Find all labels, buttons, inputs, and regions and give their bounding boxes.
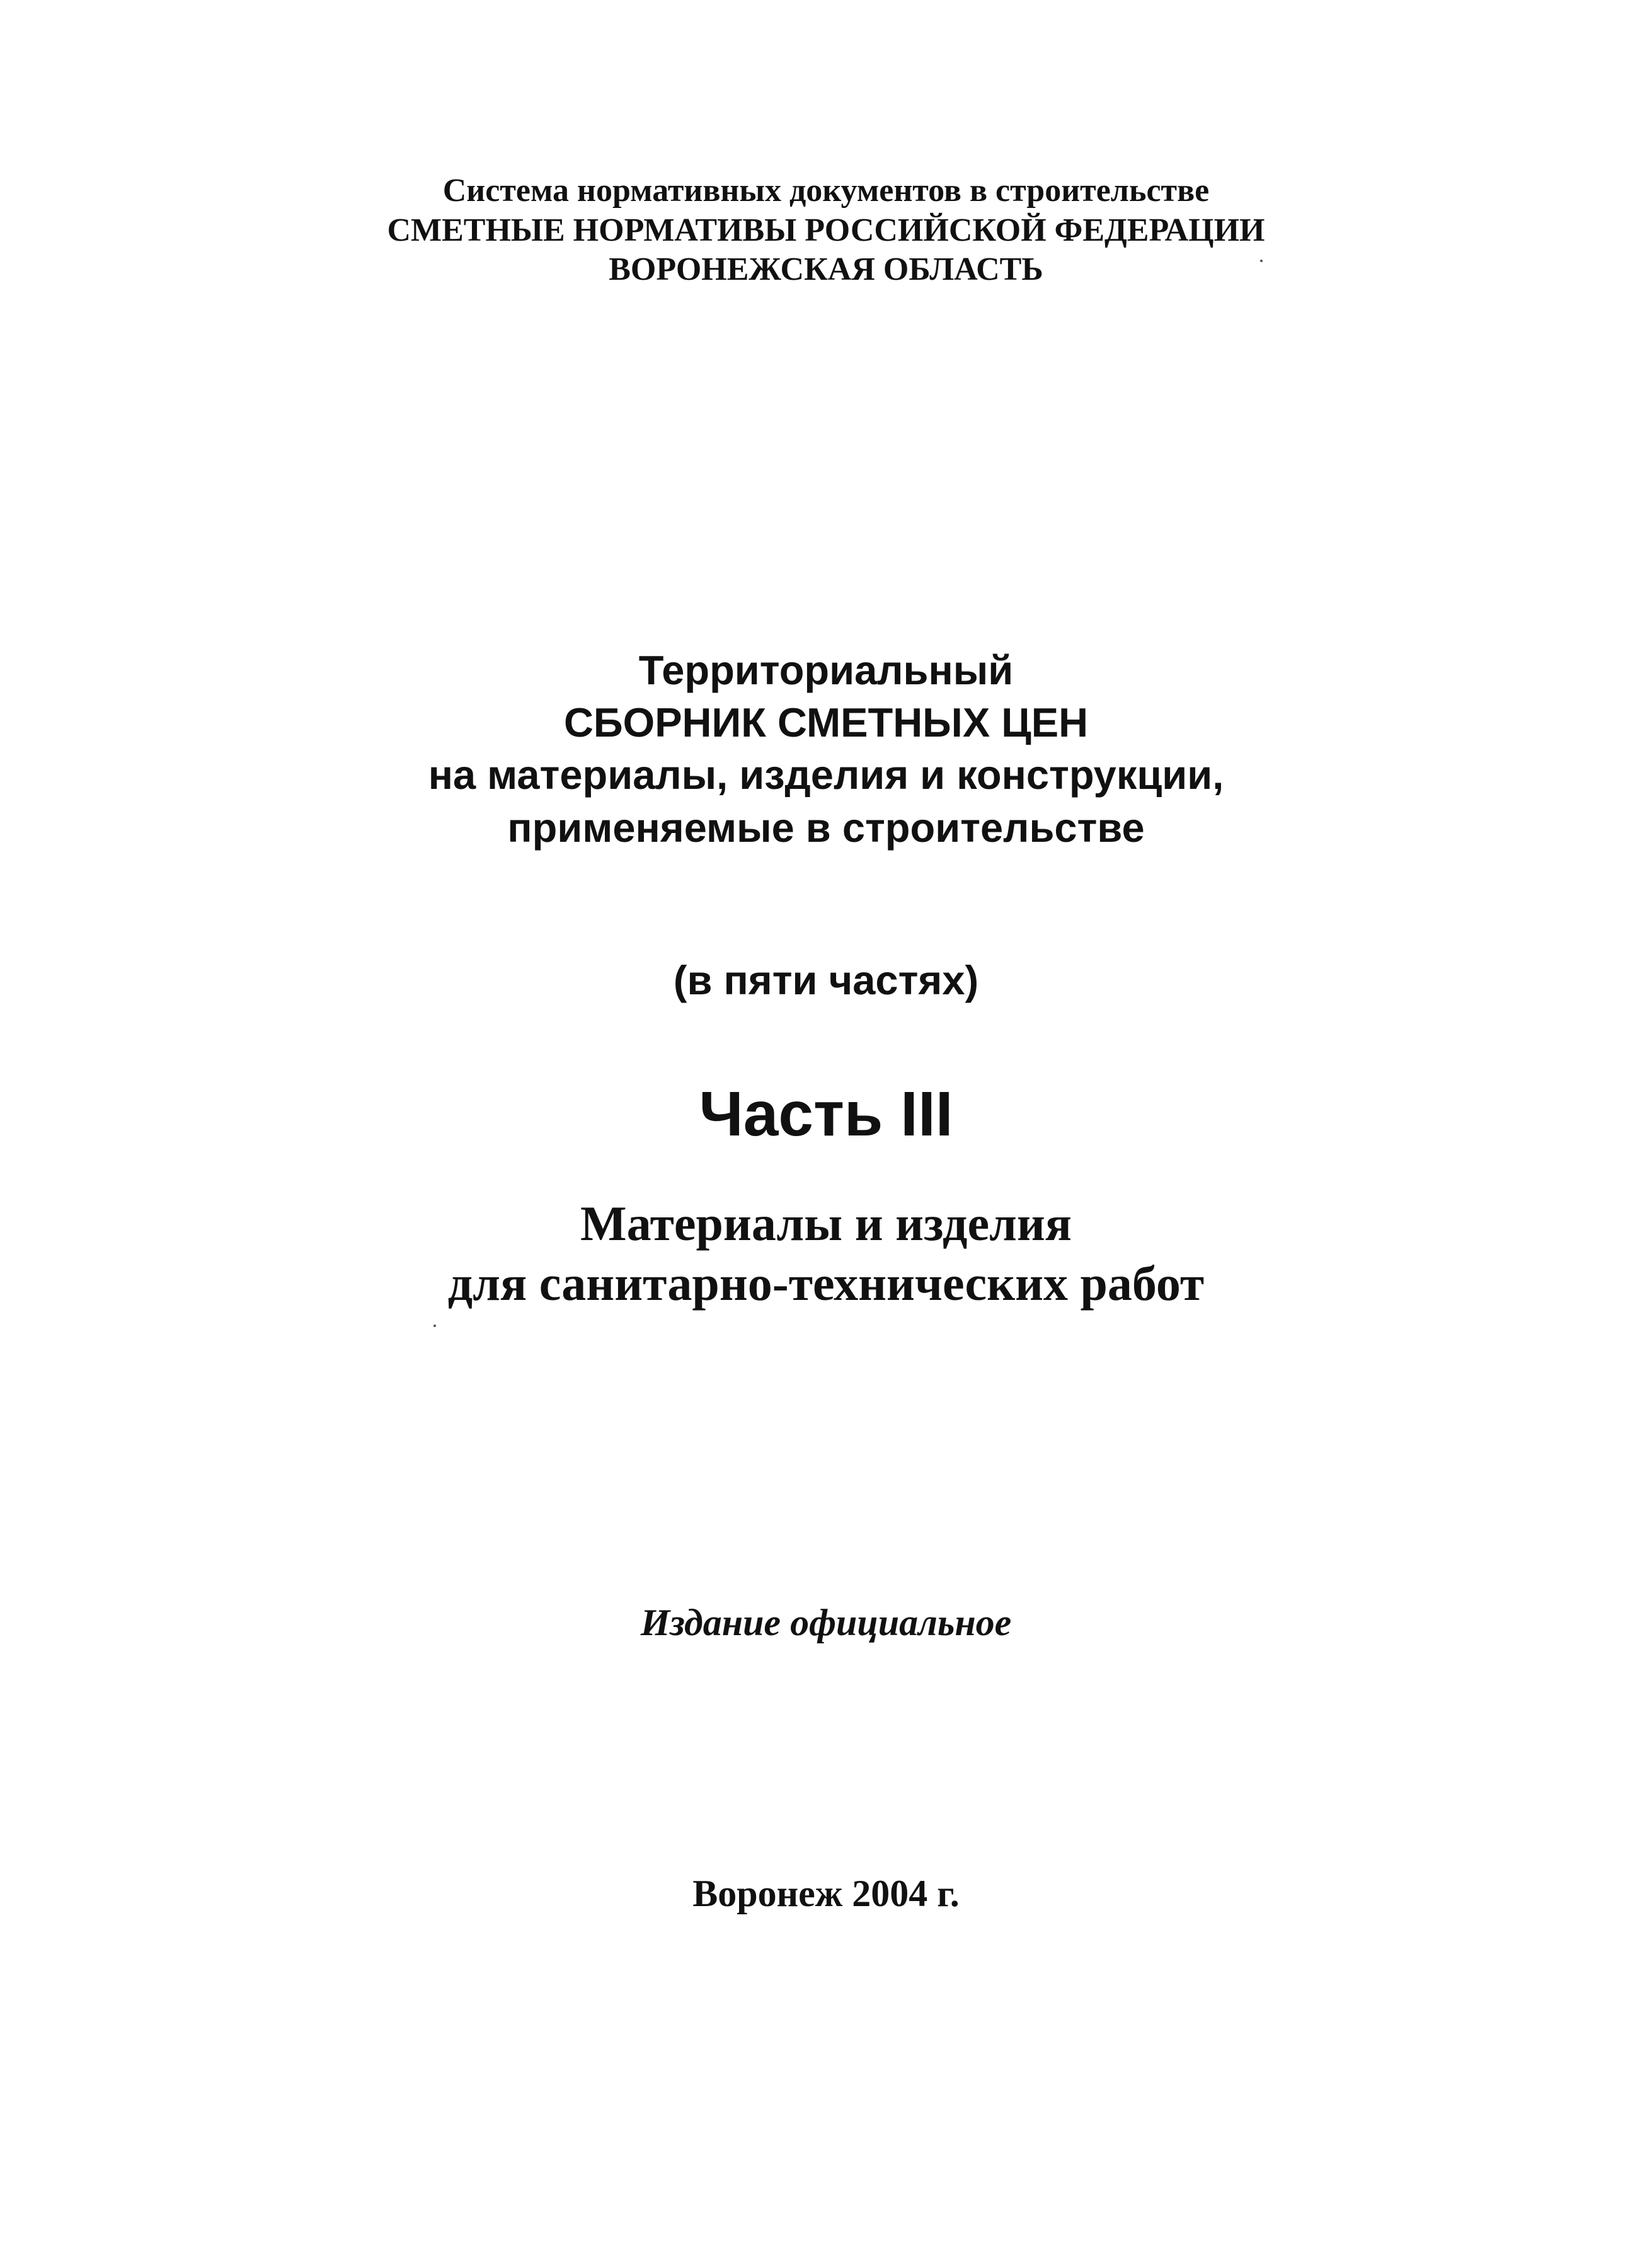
header-norms-line: СМЕТНЫЕ НОРМАТИВЫ РОССИЙСКОЙ ФЕДЕРАЦИИ: [387, 212, 1265, 248]
title-usage: применяемые в строительстве: [507, 805, 1145, 851]
part-number: Часть III: [699, 1079, 953, 1149]
parts-note: (в пяти частях): [673, 957, 979, 1003]
header-region-line: ВОРОНЕЖСКАЯ ОБЛАСТЬ: [609, 251, 1043, 287]
part-subject-line1: Материалы и изделия: [580, 1196, 1072, 1251]
part-subject-line2: для санитарно-технических работ: [447, 1256, 1205, 1311]
imprint-place-year: Воронеж 2004 г.: [692, 1873, 960, 1914]
edition-label: Издание официальное: [640, 1602, 1012, 1643]
scan-speck: [1260, 260, 1263, 262]
title-materials: на материалы, изделия и конструкции,: [428, 752, 1224, 798]
title-collection: СБОРНИК СМЕТНЫХ ЦЕН: [563, 699, 1089, 745]
title-territorial: Территориальный: [638, 647, 1014, 693]
scan-speck: [433, 1324, 436, 1327]
header-system-line: Система нормативных документов в строительстве: [442, 173, 1210, 209]
